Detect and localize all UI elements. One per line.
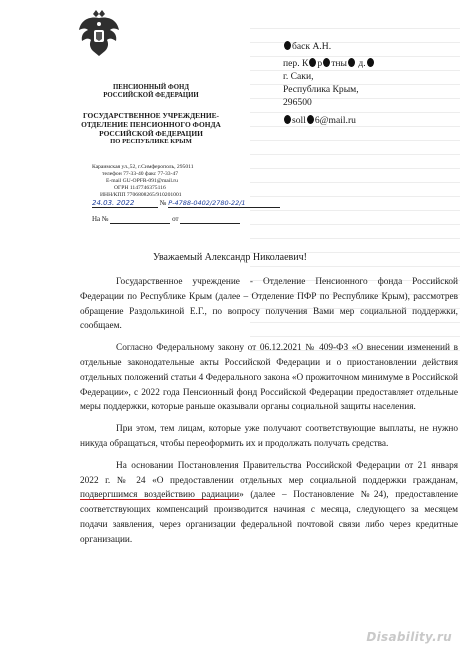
address: Караимская ул.,52, г.Симферополь, 295011	[92, 164, 194, 170]
phone-fax: телефон 77-33-40 факс 77-33-47	[102, 170, 179, 177]
email: E-mail GU-OPFR-091@mail.ru	[106, 177, 178, 184]
institution-line-1: ГОСУДАРСТВЕННОЕ УЧРЕЖДЕНИЕ-	[83, 111, 219, 120]
recipient-postcode: 296500	[283, 97, 312, 108]
institution-line-4: ПО РЕСПУБЛИКЕ КРЫМ	[110, 138, 192, 145]
site-watermark: Disability.ru	[366, 630, 452, 644]
recipient-street: пер. К р тны д.	[283, 57, 375, 70]
outgoing-date: 24.03. 2022	[92, 199, 135, 207]
redaction-mark	[284, 115, 291, 124]
reply-to-label: На №	[92, 215, 109, 223]
organization-letterhead	[60, 84, 242, 146]
redaction-mark	[323, 58, 330, 67]
redaction-mark	[309, 58, 316, 67]
org-name-line-1: ПЕНСИОННЫЙ ФОНД	[113, 84, 189, 91]
org-name-line-2: РОССИЙСКОЙ ФЕДЕРАЦИИ	[103, 92, 199, 99]
institution-line-3: РОССИЙСКОЙ ФЕДЕРАЦИИ	[99, 129, 203, 138]
ogrn: ОГРН 1147746375116	[114, 184, 166, 191]
recipient-email: soll 6@mail.ru	[283, 114, 375, 127]
number-sign: №	[159, 199, 167, 207]
paragraph-1: Государственное учреждение - Отделение Пенсионного фонда Российской Федерации по Республике Крым (далее – Отделение ПФР по Республике Крым), рассмотрев обращение Раздолькиной Е.Г., по вопросу получения Вами мер социальной поддержки, сообщаем.	[80, 277, 458, 332]
paragraph-2: Согласно Федеральному закону от 06.12.2021 № 409-ФЗ «О внесении изменений в отдельные законодательные акты Российской Федерации и о приостановлении действия отдельных положений статьи 4 Федерального закона «О прожиточном минимуме в Российской Федерации», с 2022 года Пенсионный фонд Российской Федерации предоставляет отдельные меры поддержки, которые раньше оказывали органы социальной защиты населения.	[80, 343, 458, 413]
redaction-mark	[367, 58, 374, 67]
recipient-region: Республика Крым,	[283, 84, 359, 95]
outgoing-number: Р-4788-0402/2780-22/1	[168, 199, 246, 207]
letter-body	[80, 275, 458, 555]
coat-of-arms-icon	[77, 8, 121, 58]
redaction-mark	[307, 115, 314, 124]
greeting: Уважаемый Александр Николаевич!	[153, 252, 307, 263]
inn-kpp: ИНН/КПП 7706808265/910201001	[100, 191, 182, 198]
recipient-name: баск А.Н.	[283, 40, 375, 53]
reply-from-label: от	[172, 215, 179, 223]
paragraph-3: При этом, тем лицам, которые уже получают соответствующие выплаты, не нужно никуда обращаться, чтобы переоформить их и продолжать получать средства.	[80, 424, 458, 449]
institution-line-2: ОТДЕЛЕНИЕ ПЕНСИОННОГО ФОНДА	[81, 120, 221, 129]
recipient-address	[283, 40, 375, 127]
redaction-mark	[284, 41, 291, 50]
outgoing-reference	[92, 199, 280, 208]
highlighted-phrase: подвергшимся воздействию радиации	[80, 490, 240, 501]
incoming-reference	[92, 215, 240, 224]
recipient-city: г. Саки,	[283, 71, 314, 82]
paragraph-4: На основании Постановления Правительства Российской Федерации от 21 января 2022 г. № 24 «О предоставлении отдельных мер социальной поддержки гражданам, подвергшимся воздействию радиации» (далее – Постановление №24), предоставление соответствующих компенсаций производится начиная с месяца, следующего за месяцем подачи заявления, через организации федеральной почтовой связи либо через кредитные организации.	[80, 460, 459, 545]
contact-details	[92, 164, 252, 199]
redaction-mark	[348, 58, 355, 67]
